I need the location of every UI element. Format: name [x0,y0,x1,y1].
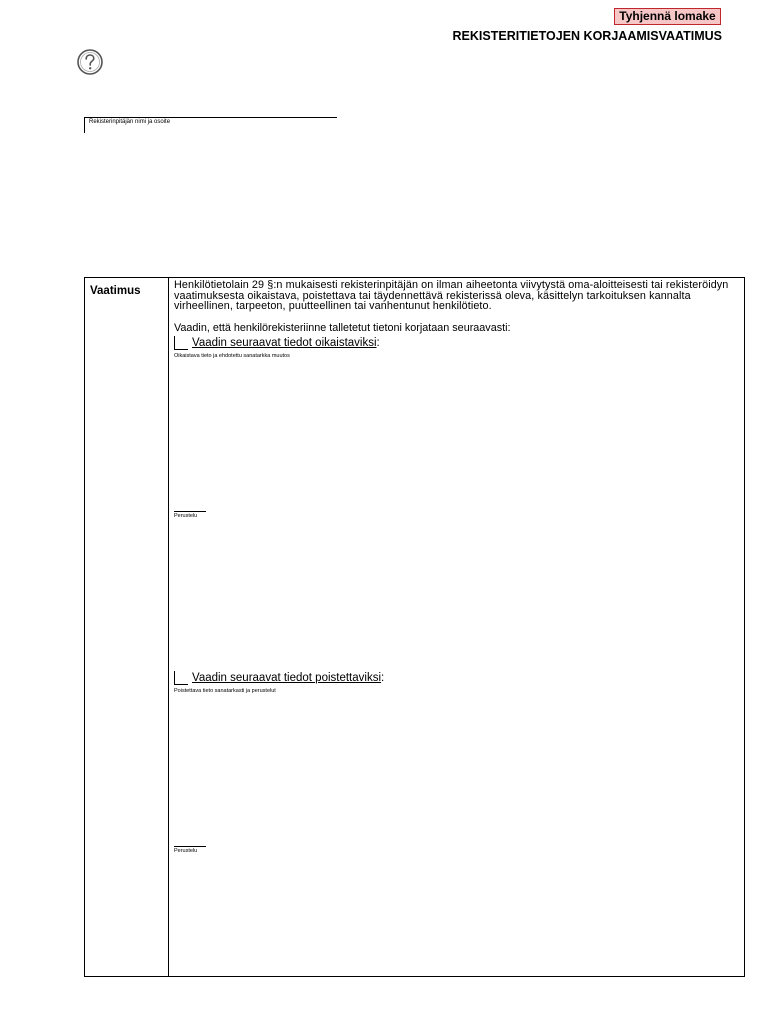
correct-reason-input[interactable] [174,522,738,666]
delete-field-input[interactable] [174,697,738,847]
registrar-input[interactable] [84,133,508,257]
legal-intro-text: Henkilötietolain 29 §:n mukaisesti rekisterinpitäjän on ilman aiheetonta viivytystä oma-aloitteisesti tai rekisteröidyn vaatimuksesta oikaistava, poistettava tai täydennettävä rekisterissä oleva, käsittelyn tarkoituksen kannalta virheellinen, tarpeeton, puutteellinen tai vanhentunut henkilötieto. [174,279,729,312]
delete-option-label: Vaadin seuraavat tiedot poistettaviksi: [192,672,385,684]
claim-body [174,278,740,854]
demand-text: Vaadin, että henkilörekisteriinne talletetut tietoni korjataan seuraavasti: [174,321,511,334]
delete-checkbox[interactable] [174,671,188,685]
clear-form-button[interactable]: Tyhjennä lomake [614,8,721,25]
delete-reason-input[interactable] [174,857,738,971]
document-title: REKISTERITIETOJEN KORJAAMISVAATIMUS [452,29,722,43]
correct-field-label: Oikaistava tieto ja ehdotettu sanatarkka muutos [174,353,290,359]
claim-label-column [85,278,169,976]
claim-section-label: Vaatimus [90,285,141,297]
claim-section [84,277,745,977]
correct-checkbox[interactable] [174,336,188,350]
registrar-label: Rekisterinpitäjän nimi ja osoite [89,119,171,125]
delete-reason-label: Perustelu [174,848,198,854]
correct-option-label: Vaadin seuraavat tiedot oikaistaviksi: [192,337,380,349]
delete-reason-divider [174,846,206,847]
correct-reason-divider [174,511,206,512]
correct-option [174,336,414,350]
correct-reason-label: Perustelu [174,513,198,519]
delete-field-label: Poistettava tieto sanatarkasti ja perustelut [174,688,276,694]
delete-option [174,671,424,685]
registrar-field [84,117,337,133]
correct-field-input[interactable] [174,362,738,512]
question-mark-circle-icon[interactable] [76,48,104,76]
